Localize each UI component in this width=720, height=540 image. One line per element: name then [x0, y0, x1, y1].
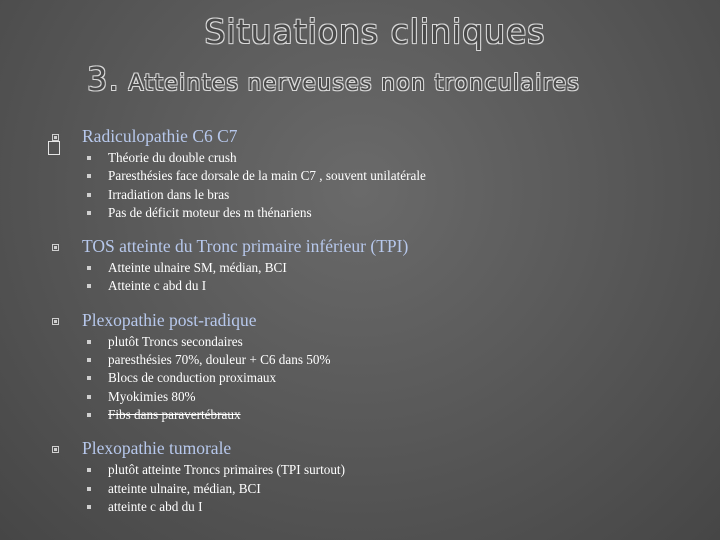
list-item: plutôt Troncs secondaires [86, 333, 708, 351]
bullet-list [48, 333, 708, 424]
bullet-list [48, 259, 708, 296]
section-heading: Plexopathie post-radique [82, 309, 257, 330]
section-bullet-icon [52, 318, 59, 325]
section-bullet-icon [52, 446, 59, 453]
list-item: atteinte ulnaire, médian, BCI [86, 480, 708, 498]
list-item: Myokimies 80% [86, 388, 708, 406]
section-heading: Plexopathie tumorale [82, 438, 232, 459]
list-item: Paresthésies face dorsale de la main C7 , souvent unilatérale [86, 167, 708, 185]
list-item: paresthésies 70%, douleur + C6 dans 50% [86, 351, 708, 369]
list-item: Atteinte ulnaire SM, médian, BCI [86, 259, 708, 277]
list-item-struck: Fibs dans paravertébraux [86, 406, 708, 424]
list-item: atteinte c abd du I [86, 498, 708, 516]
section-bullet-icon [52, 134, 59, 141]
slide-content [48, 126, 708, 526]
section-bullet-icon [52, 244, 59, 251]
list-item: Blocs de conduction proximaux [86, 369, 708, 387]
slide-title: Situations cliniques [204, 12, 546, 51]
list-item: Atteinte c abd du I [86, 277, 708, 295]
list-item: plutôt atteinte Troncs primaires (TPI surtout) [86, 461, 708, 479]
subtitle-text: Atteintes nerveuses non tronculaires [128, 71, 581, 96]
section-plexopathie-tumorale [48, 438, 708, 516]
bullet-list [48, 461, 708, 516]
list-item: Pas de déficit moteur des m thénariens [86, 204, 708, 222]
bullet-list [48, 149, 708, 222]
list-item: Théorie du double crush [86, 149, 708, 167]
list-item: Irradiation dans le bras [86, 186, 708, 204]
section-heading: Radiculopathie C6 C7 [82, 126, 238, 146]
section-heading: TOS atteinte du Tronc primaire inférieur (TPI) [82, 236, 409, 257]
section-tos [48, 236, 708, 296]
slide-subtitle [87, 60, 580, 98]
subtitle-number: 3. [87, 60, 121, 98]
missing-glyph-icon [48, 141, 60, 155]
section-radiculopathie [48, 126, 708, 222]
section-plexopathie-post-radique [48, 310, 708, 424]
